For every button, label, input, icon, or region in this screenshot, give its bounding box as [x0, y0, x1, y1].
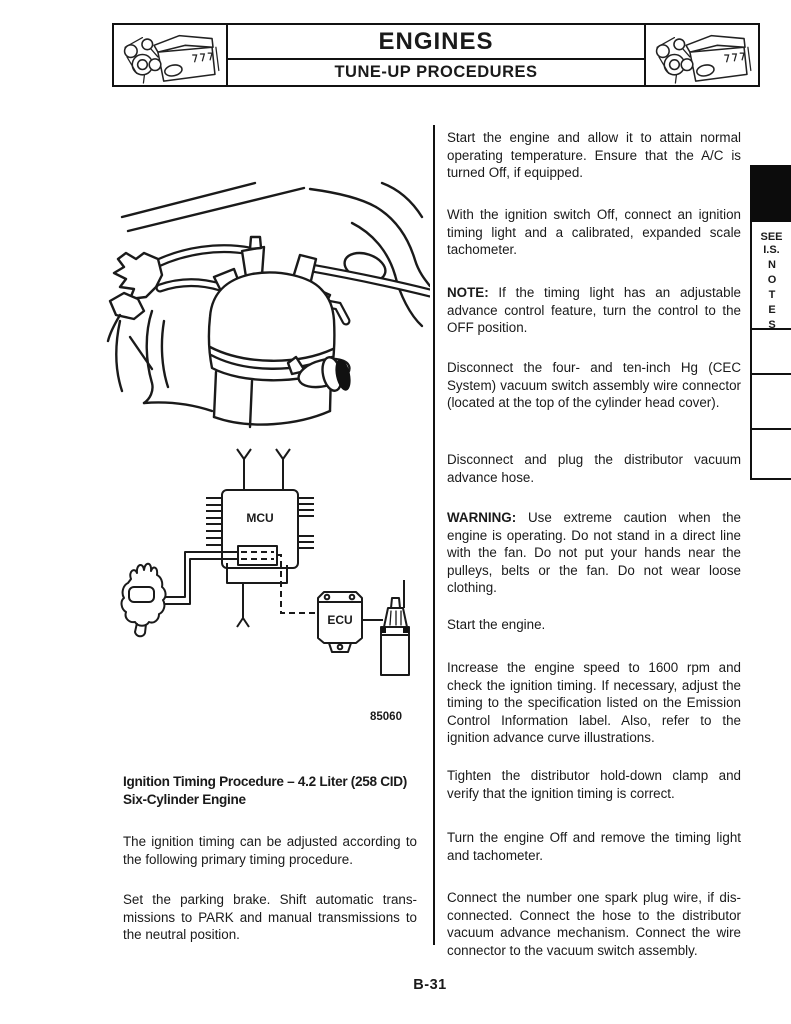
paragraph-text: With the ignition switch Off, connect an ignition timing light and a calibrated, expanded scale tachometer.	[447, 207, 741, 258]
side-tab-empty-cell	[750, 375, 791, 430]
side-tab-black-marker	[750, 165, 791, 222]
procedure-paragraph	[447, 829, 741, 864]
side-tab	[750, 165, 791, 480]
engine-icon	[647, 26, 757, 84]
paragraph-text: Increase the engine speed to 1600 rpm and check the ignition timing. If necessary, adjust the timing to the specification listed on the Emission Control Information label. Also, refer to the ignition advance curve illustrations.	[447, 660, 741, 746]
header-title-block	[228, 25, 644, 85]
note-paragraph	[447, 284, 741, 337]
see-label: SEE	[760, 231, 783, 243]
ecu-label: ECU	[327, 613, 353, 627]
notes-vertical-label: NOTES	[766, 259, 778, 334]
paragraph-text: Connect the number one spark plug wire, if dis-connected. Connect the hose to the distributor vacuum advance mechanism. Connect the wire connector to the vacuum switch assembly.	[447, 890, 741, 958]
warning-label: WARNING:	[447, 510, 517, 525]
paragraph-text: Turn the engine Off and remove the timing light and tachometer.	[447, 830, 741, 863]
paragraph-text: Start the engine.	[447, 617, 546, 632]
engine-icon-left	[114, 25, 228, 85]
procedure-paragraph	[447, 767, 741, 802]
engine-icon-right	[644, 25, 758, 85]
paragraph-text: Disconnect the four- and ten-inch Hg (CEC System) vacuum switch assembly wire connector (located at the top of the cylinder head cover).	[447, 360, 741, 411]
procedure-paragraph	[447, 659, 741, 747]
side-tab-empty-cell	[750, 330, 791, 375]
paragraph-text: Start the engine and allow it to attain normal operating temperature. Ensure that the A/C is turned Off, if equipped.	[447, 130, 741, 181]
column-divider-rule	[433, 125, 435, 945]
figure-distributor-illustration	[100, 125, 430, 435]
page-subtitle: TUNE-UP PROCEDURES	[334, 63, 538, 82]
is-label: I.S.	[763, 244, 780, 256]
caption-line-1: Ignition Timing Procedure – 4.2 Liter (258 CID)	[123, 774, 408, 789]
procedure-paragraph	[447, 889, 741, 959]
paragraph-text: Disconnect and plug the distributor vacuum advance hose.	[447, 452, 741, 485]
paragraph-text: Use extreme caution when the engine is operating. Do not stand in a direct line with the fan. Do not put your hands near the pulleys, belts or the fan. Do not wear loose clothing.	[447, 510, 741, 596]
figure-wiring-diagram	[100, 430, 430, 730]
page-title: ENGINES	[228, 25, 644, 60]
side-tab-empty-cell	[750, 430, 791, 480]
warning-paragraph	[447, 509, 741, 597]
procedure-paragraph	[447, 616, 741, 634]
note-label: NOTE:	[447, 285, 489, 300]
procedure-paragraph	[447, 359, 741, 412]
paragraph-intro: The ignition timing can be adjusted according to the following primary timing procedure.	[123, 834, 417, 867]
figure-caption	[123, 773, 428, 808]
paragraph-text: Tighten the distributor hold-down clamp and verify that the ignition timing is correct.	[447, 768, 741, 801]
page-header	[112, 23, 760, 87]
paragraph-text: If the timing light has an adjustable advance control feature, turn the control to the OFF position.	[447, 285, 741, 336]
mcu-label: MCU	[246, 511, 274, 525]
page-number: B-31	[413, 977, 447, 993]
caption-line-2: Six-Cylinder Engine	[123, 791, 246, 807]
procedure-paragraph	[447, 451, 741, 486]
see-is-notes-tab	[750, 222, 791, 334]
engine-icon	[115, 26, 225, 84]
figure-number: 85060	[370, 711, 402, 723]
procedure-paragraph	[447, 129, 741, 182]
procedure-paragraph	[447, 206, 741, 259]
paragraph-parking-brake: Set the parking brake. Shift automatic trans-missions to PARK and manual transmissions to the neutral position.	[123, 892, 417, 943]
